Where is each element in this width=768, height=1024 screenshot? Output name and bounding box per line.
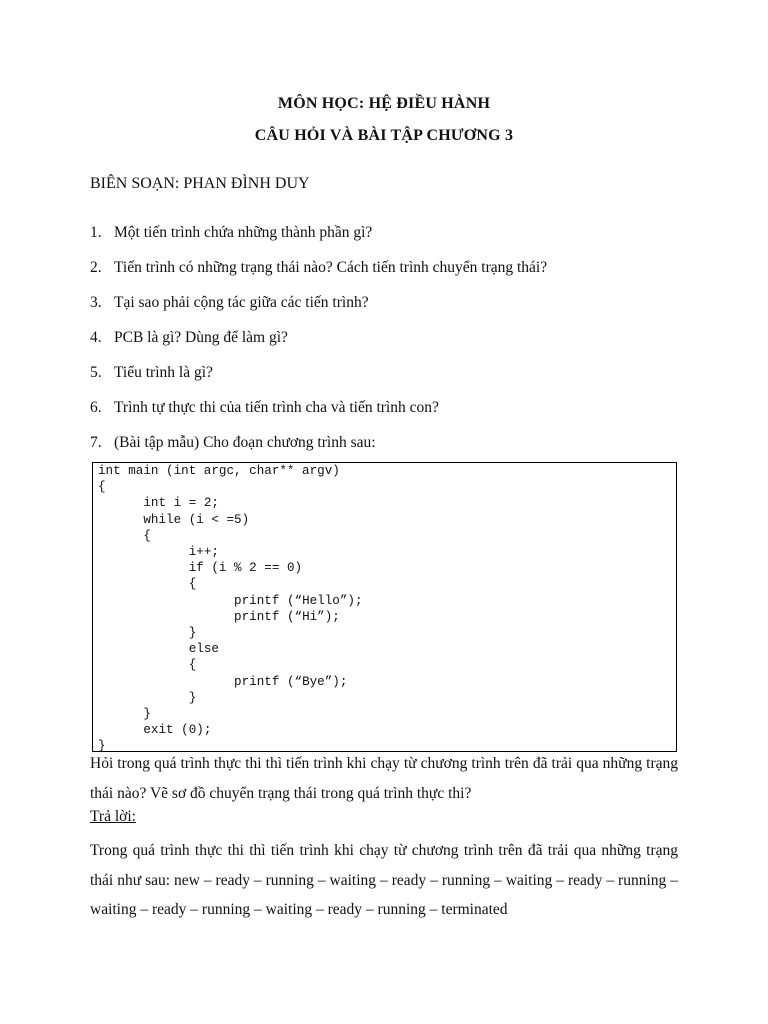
- code-listing: int main (int argc, char** argv) { int i = 2; while (i < =5) { i++; if (i % 2 == 0) { printf (“Hello”); printf (“Hi”); } else { printf (“Bye”); } } exit (0); }: [98, 464, 363, 754]
- question-number: 7.: [90, 434, 102, 451]
- answer-label: Trả lời:: [90, 808, 136, 825]
- question-text: (Bài tập mẫu) Cho đoạn chương trình sau:: [114, 434, 376, 451]
- question-4: [90, 329, 288, 347]
- question-number: 6.: [90, 399, 102, 416]
- question-5: [90, 364, 213, 382]
- question-text: Tiểu trình là gì?: [114, 364, 213, 381]
- code-box: [92, 462, 677, 752]
- question-number: 2.: [90, 259, 102, 276]
- question-7: [90, 434, 376, 452]
- question-text: Tại sao phải cộng tác giữa các tiến trình?: [114, 294, 369, 311]
- question-2: [90, 259, 547, 277]
- question-text: Trình tự thực thi của tiến trình cha và tiến trình con?: [114, 399, 439, 416]
- question-text: Tiến trình có những trạng thái nào? Cách tiến trình chuyển trạng thái?: [114, 259, 548, 276]
- question-number: 3.: [90, 294, 102, 311]
- question-6: [90, 399, 439, 417]
- question-text: Một tiến trình chứa những thành phần gì?: [114, 224, 373, 241]
- course-title: MÔN HỌC: HỆ ĐIỀU HÀNH: [277, 95, 491, 112]
- question-number: 4.: [90, 329, 102, 346]
- answer-text: Trong quá trình thực thi thì tiến trình khi chạy từ chương trình trên đã trải qua những trạng thái như sau: new – ready – running – waiting – ready – running – waiting – ready – running – waiting – ready – running – waiting – ready – running – terminated: [90, 842, 678, 918]
- question-1: [90, 224, 372, 242]
- question-3: [90, 294, 369, 312]
- question-text: PCB là gì? Dùng để làm gì?: [114, 329, 288, 346]
- question-number: 5.: [90, 364, 102, 381]
- exercise-prompt: Hỏi trong quá trình thực thi thì tiến trình khi chạy từ chương trình trên đã trải qua những trạng thái nào? Vẽ sơ đồ chuyển trạng thái trong quá trình thực thi?: [90, 755, 678, 802]
- author-line: BIÊN SOẠN: PHAN ĐÌNH DUY: [90, 175, 310, 192]
- chapter-title: CÂU HỎI VÀ BÀI TẬP CHƯƠNG 3: [254, 127, 514, 144]
- question-number: 1.: [90, 224, 102, 241]
